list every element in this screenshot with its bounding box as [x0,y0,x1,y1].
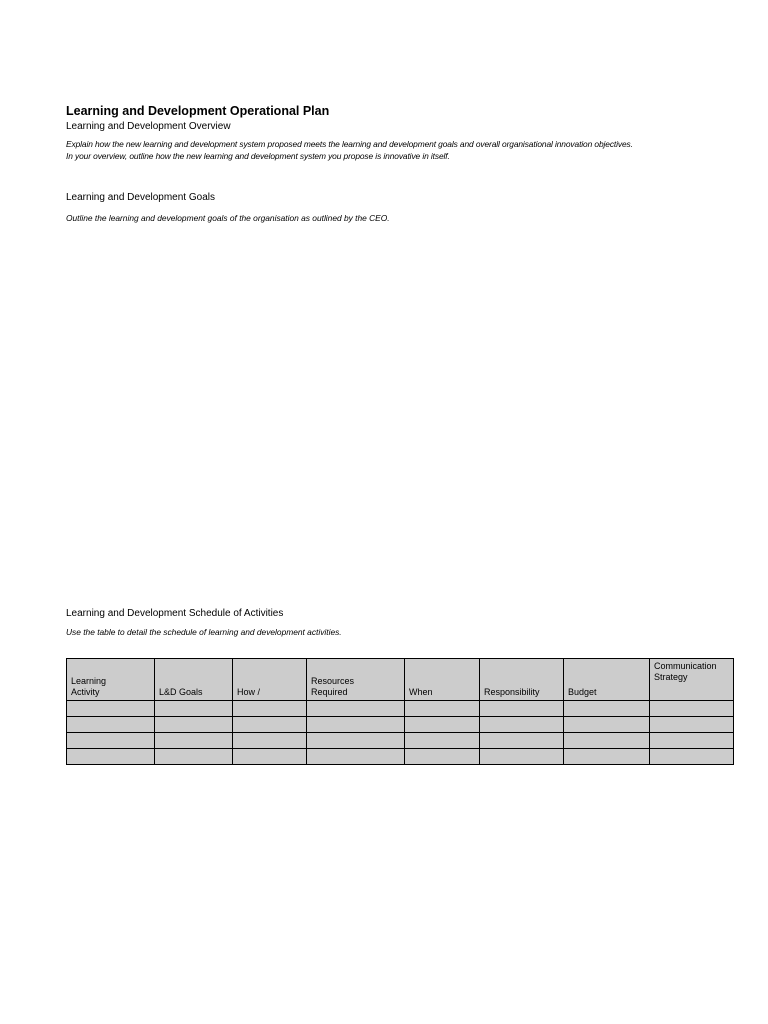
table-cell[interactable] [650,733,734,749]
table-cell[interactable] [564,749,650,765]
schedule-table [66,658,734,765]
goals-heading: Learning and Development Goals [66,192,215,203]
table-row [67,749,734,765]
table-cell[interactable] [155,733,233,749]
table-cell[interactable] [405,717,480,733]
table-cell[interactable] [480,749,564,765]
table-cell[interactable] [480,701,564,717]
table-row [67,733,734,749]
overview-instruction-line-1: Explain how the new learning and development system proposed meets the learning and development goals and overall organisational innovation objectives. [66,139,633,149]
table-cell[interactable] [307,701,405,717]
table-cell[interactable] [233,701,307,717]
table-cell[interactable] [650,717,734,733]
table-cell[interactable] [564,733,650,749]
table-cell[interactable] [405,749,480,765]
table-cell[interactable] [564,701,650,717]
column-header-learning-activity: Learning Activity [67,659,155,701]
table-cell[interactable] [480,717,564,733]
overview-heading: Learning and Development Overview [66,121,231,132]
table-body [67,701,734,765]
column-header-communication-strategy: Communication Strategy [650,659,734,701]
goals-instruction: Outline the learning and development goals of the organisation as outlined by the CEO. [66,213,390,223]
table-cell[interactable] [307,717,405,733]
table-cell[interactable] [233,733,307,749]
table-header-row [67,659,734,701]
column-header-resources-required: Resources Required [307,659,405,701]
column-header-when: When [405,659,480,701]
table-cell[interactable] [155,701,233,717]
column-header-ld-goals: L&D Goals [155,659,233,701]
table-cell[interactable] [155,717,233,733]
column-header-how: How / [233,659,307,701]
table-cell[interactable] [650,701,734,717]
table-cell[interactable] [650,749,734,765]
table-cell[interactable] [155,749,233,765]
table-cell[interactable] [67,717,155,733]
overview-instruction-line-2: In your overview, outline how the new learning and development system you propose is innovative in itself. [66,151,450,161]
table-cell[interactable] [405,733,480,749]
table-row [67,717,734,733]
table-cell[interactable] [307,749,405,765]
table-cell[interactable] [67,749,155,765]
table-cell[interactable] [233,717,307,733]
table-cell[interactable] [564,717,650,733]
table-row [67,701,734,717]
table-cell[interactable] [67,733,155,749]
document-title: Learning and Development Operational Plan [66,104,330,118]
table-cell[interactable] [307,733,405,749]
table-cell[interactable] [480,733,564,749]
table-cell[interactable] [405,701,480,717]
schedule-instruction: Use the table to detail the schedule of learning and development activities. [66,627,342,637]
column-header-budget: Budget [564,659,650,701]
schedule-heading: Learning and Development Schedule of Activities [66,608,284,619]
table-cell[interactable] [233,749,307,765]
table-cell[interactable] [67,701,155,717]
column-header-responsibility: Responsibility [480,659,564,701]
